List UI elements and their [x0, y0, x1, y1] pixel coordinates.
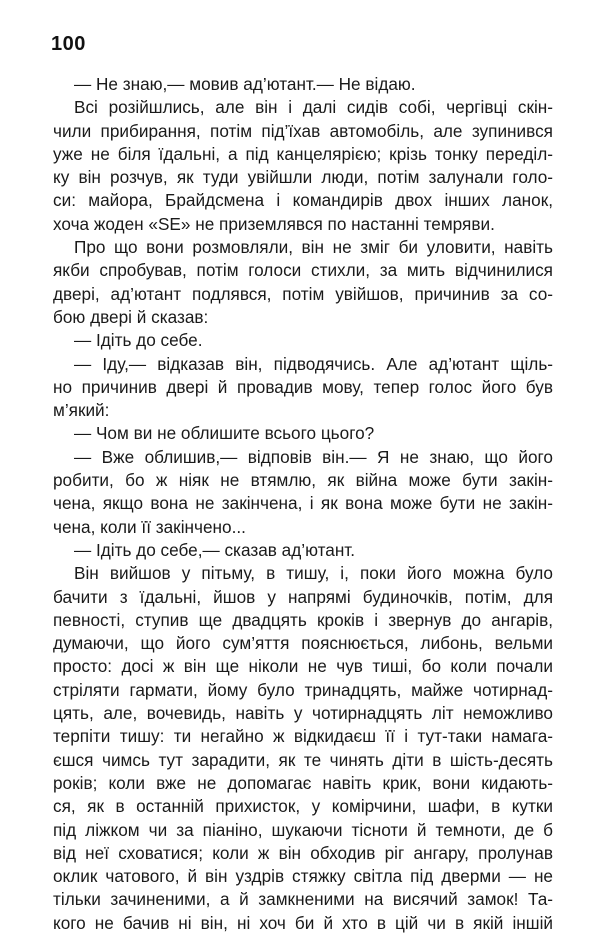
text-line: оклик чатового, й він уздрів стяжку світла під дверми — не [53, 866, 553, 887]
text-line: двері, ад’ютант подлявся, потім увійшов, причинив за со- [53, 283, 553, 304]
text-line: — Ідіть до себе,— сказав ад’ютант. [74, 539, 356, 560]
text-line: — Ідіть до себе. [74, 330, 203, 351]
text-line: — Вже облишив,— відповів він.— Я не знаю, що його [74, 446, 553, 467]
text-line: бою двері й сказав: [53, 306, 209, 327]
text-line: під ліжком чи за піаніно, шукаючи тісноти й темноти, де б [53, 819, 553, 840]
text-line: чена, коли її закінчено... [53, 516, 246, 537]
text-line: — Іду,— відказав він, підводячись. Але ад’ютант щіль- [74, 353, 553, 374]
body-text [53, 73, 553, 935]
text-line: робити, бо ж ніяк не втямлю, як війна може бути закін- [53, 470, 553, 491]
text-line: цять, але, вочевидь, навіть у чотирнадцять літ неможливо [53, 703, 553, 724]
text-line: — Не знаю,— мовив ад’ютант.— Не відаю. [74, 74, 416, 94]
text-line: си: майора, Брайдсмена і командирів двох інших ланок, [53, 190, 553, 211]
text-line: терпіти тишу: ти негайно ж відкидаєш її і тут-таки намага- [53, 726, 553, 747]
text-line: кого не бачив ні він, ні хоч би й хто в цій чи в якій іншій [53, 912, 553, 933]
text-line: чили прибирання, потім під’їхав автомобіль, але зупинився [53, 120, 553, 141]
text-line: якби спробував, потім голоси стихли, за мить відчинилися [53, 260, 553, 281]
text-line: просто: досі ж він ще ніколи не чув тиші, бо коли почали [53, 656, 553, 677]
text-line: певності, ступив ще двадцять кроків і звернув до ангарів, [53, 609, 553, 630]
text-line: — Чом ви не облишите всього цього? [74, 423, 375, 444]
text-line: Він вийшов у пітьму, в тишу, і, поки його можна було [74, 563, 553, 584]
text-line: ся, як в останній прихисток, у комірчини, шафи, в кутки [53, 796, 553, 817]
text-line: м’який: [53, 400, 110, 421]
text-line: років; коли вже не допомагає навіть крик, вони кидають- [53, 772, 553, 793]
text-line: ку він розчув, як туди увійшли люди, потім залунали голо- [53, 167, 553, 188]
text-line: чена, якщо вона не закінчена, і як вона може бути не закін- [53, 493, 553, 514]
text-line: Про що вони розмовляли, він не зміг би уловити, навіть [74, 237, 553, 258]
text-line: думаючи, що його сум’яття пояснюється, либонь, вельми [53, 633, 553, 654]
text-line: Всі розійшлись, але він і далі сидів собі, чергівці скін- [74, 97, 553, 118]
text-line: уже не біля їдальні, а під канцелярією; крізь тонку переділ- [53, 143, 553, 164]
text-line: єшся чимсь тут зарадити, як те чинять діти в шість-десять [53, 749, 553, 770]
text-line: від неї сховатися; коли ж він обходив ріг ангару, пролунав [53, 842, 553, 863]
text-line: но причинив двері й провадив мову, тепер голос його був [53, 376, 553, 397]
text-line: бачити з їдальні, йшов у напрямі будиночків, потім, для [53, 586, 553, 607]
text-line: тільки зачиненими, а й замкненими на висячий замок! Та- [53, 889, 553, 910]
text-line: хоча жоден «SE» не приземлявся по настанні темряви. [53, 213, 495, 234]
page-number: 100 [51, 33, 86, 55]
text-line: стріляти гармати, йому було тринадцять, майже чотирнад- [53, 679, 553, 700]
